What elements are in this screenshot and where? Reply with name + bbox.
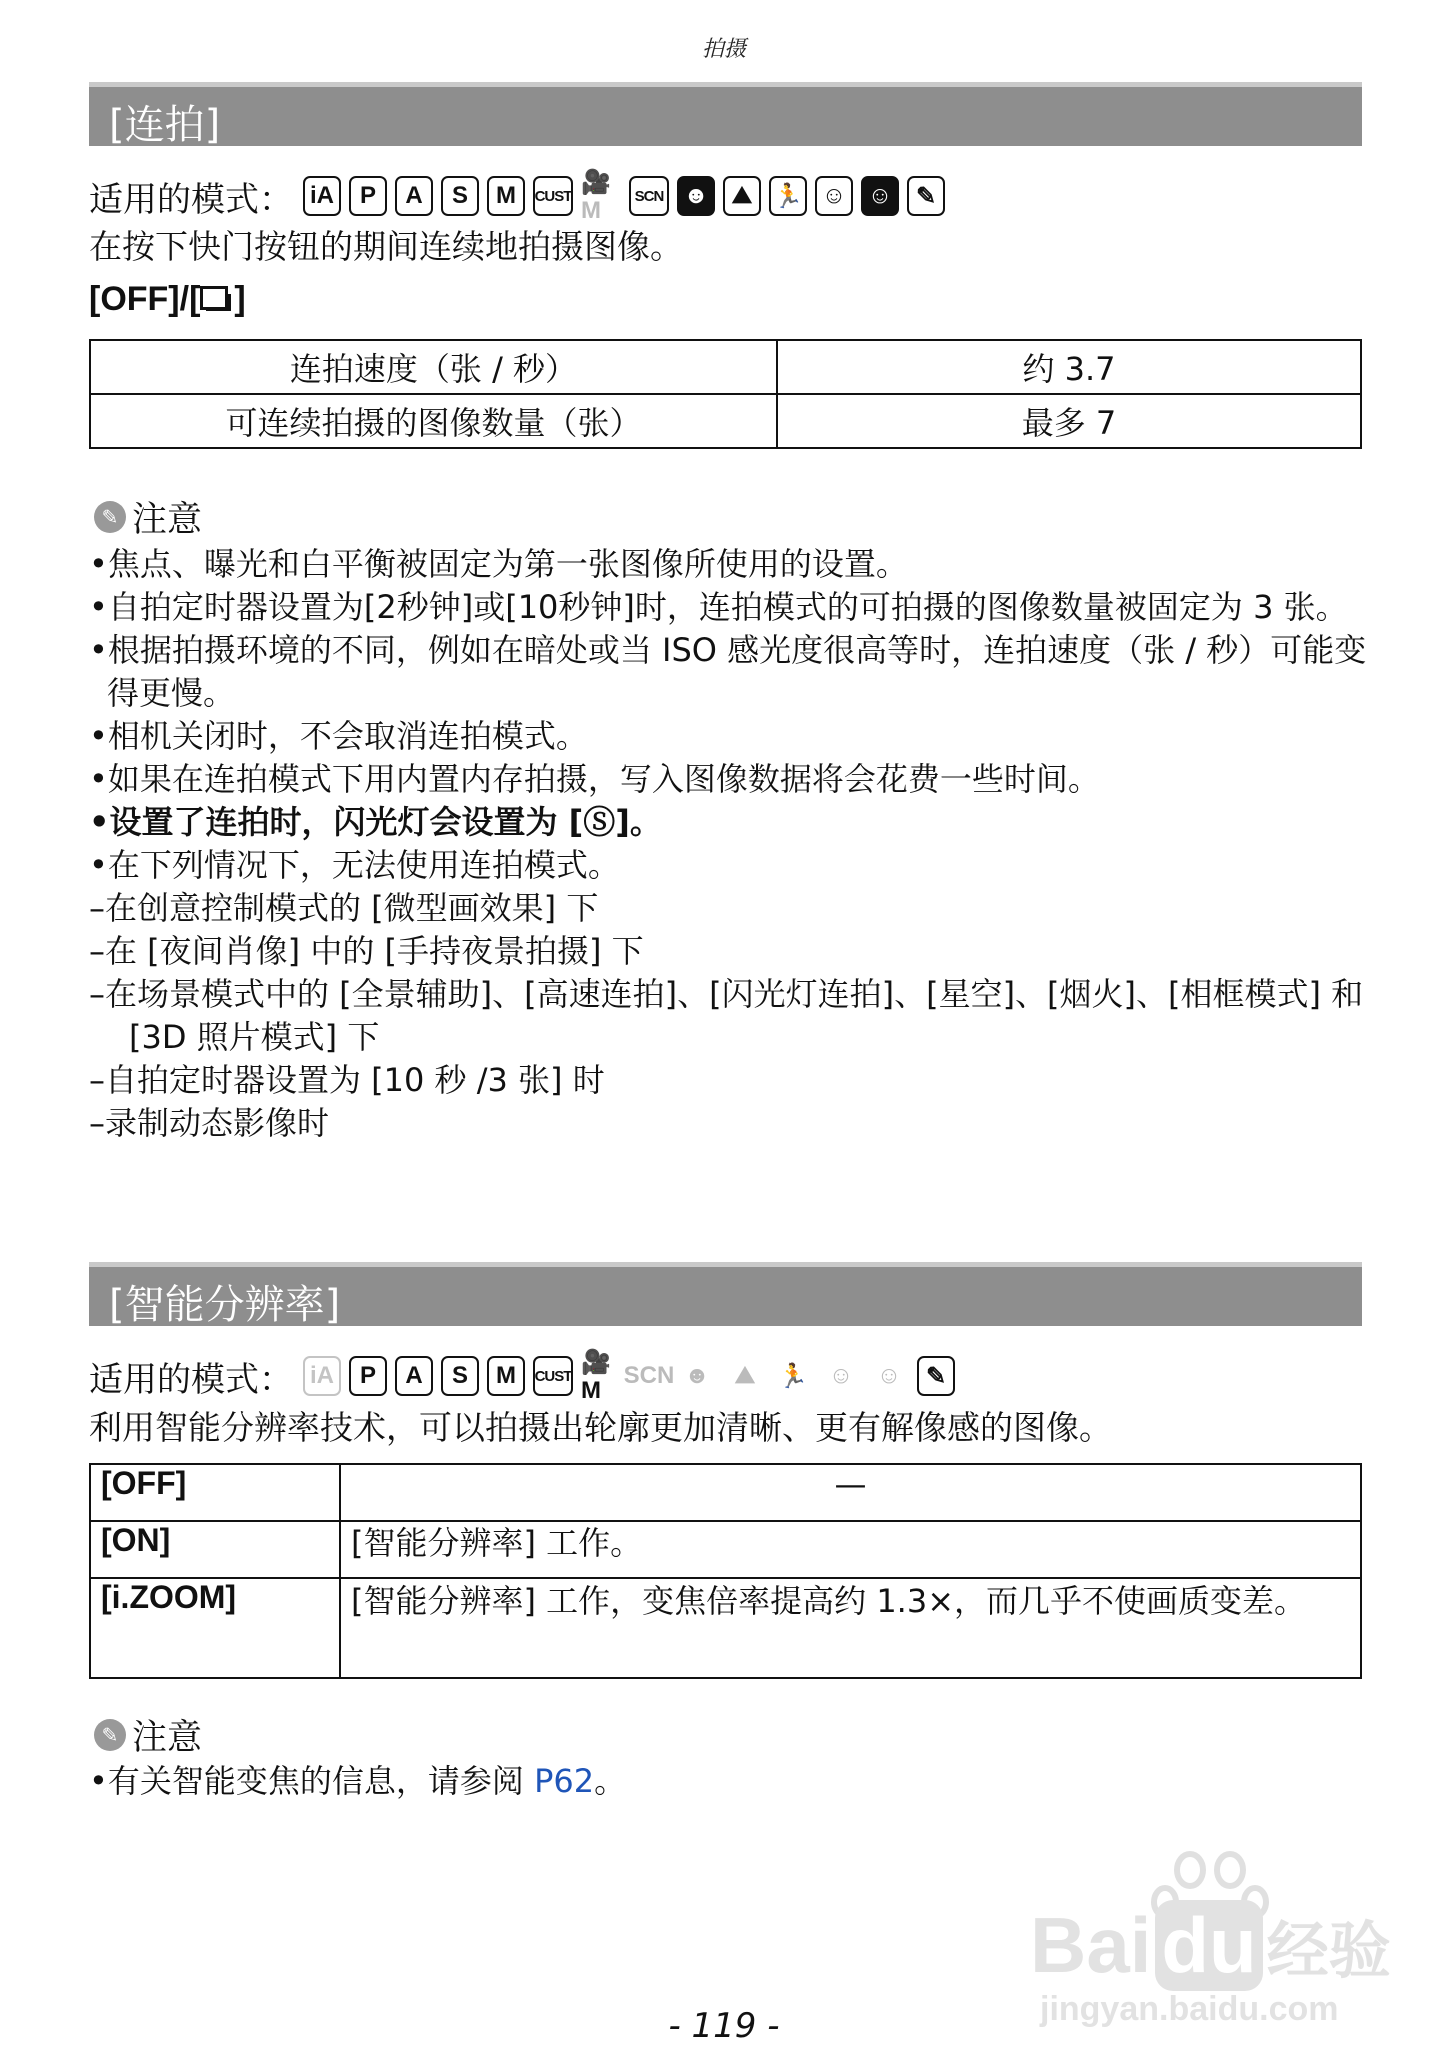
- portrait-scene-icon: ☻: [677, 1356, 717, 1396]
- note-title: 注意: [132, 500, 203, 540]
- modes-label: 适用的模式：: [89, 1359, 293, 1400]
- table-cell-label: [OFF]: [90, 1464, 340, 1521]
- table-cell-value: [智能分辨率] 工作。: [340, 1521, 1361, 1578]
- shutter-mode-icon: S: [441, 1356, 479, 1396]
- scene-mode-icon: SCN: [629, 176, 669, 216]
- table-cell-label: [ON]: [90, 1521, 340, 1578]
- note-title: 注意: [132, 1718, 203, 1758]
- food-scene-icon: ☺: [861, 176, 899, 216]
- night-portrait-scene-icon: ☺: [815, 176, 853, 216]
- note-list: [89, 543, 1369, 1145]
- pencil-icon: ✎: [94, 1719, 126, 1751]
- scene-mode-icon: SCN: [629, 1356, 669, 1396]
- sports-scene-icon: 🏃: [769, 176, 807, 216]
- landscape-scene-icon: ⛰: [723, 176, 761, 216]
- applicable-modes-row: [89, 168, 953, 224]
- creative-video-mode-icon: 🎥M: [581, 176, 621, 216]
- settings-text: [OFF]/[: [89, 280, 201, 318]
- note-list: [89, 1760, 1369, 1803]
- table-cell-label: 连拍速度（张 / 秒）: [90, 340, 777, 394]
- applicable-modes-row: [89, 1348, 963, 1404]
- sports-scene-icon: 🏃: [773, 1356, 813, 1396]
- watermark-logo: Bai du 经验: [1030, 1901, 1391, 1989]
- resolution-settings-table: [89, 1463, 1362, 1679]
- table-cell-value: —: [340, 1464, 1361, 1521]
- table-cell-value: 约 3.7: [777, 340, 1361, 394]
- section-title: [智能分辨率]: [109, 1282, 341, 1328]
- landscape-scene-icon: ⛰: [725, 1356, 765, 1396]
- table-cell-value: 最多 7: [777, 394, 1361, 448]
- page-link[interactable]: P62: [534, 1762, 595, 1800]
- note-item: –在场景模式中的 [全景辅助]、[高速连拍]、[闪光灯连拍]、[星空]、[烟火]、[相框模式] 和 [3D 照片模式] 下: [89, 975, 1364, 1056]
- note-item: •有关智能变焦的信息，请参阅 P62。: [89, 1762, 627, 1800]
- creative-control-icon: ✎: [917, 1356, 955, 1396]
- section-description: 在按下快门按钮的期间连续地拍摄图像。: [89, 227, 683, 266]
- settings-options: [89, 280, 246, 319]
- manual-mode-icon: M: [487, 176, 525, 216]
- page-number: - 119 -: [668, 2006, 780, 2046]
- note-item: •根据拍摄环境的不同，例如在暗处或当 ISO 感光度很高等时，连拍速度（张 / 秒）可能变得更慢。: [89, 631, 1367, 712]
- settings-text-end: ]: [234, 280, 246, 318]
- note-item: –在 [夜间肖像] 中的 [手持夜景拍摄] 下: [89, 932, 644, 970]
- burst-spec-table: [89, 339, 1362, 449]
- section-title: [连拍]: [109, 102, 221, 148]
- custom-mode-icon: CUST: [533, 1356, 573, 1396]
- aperture-mode-icon: A: [395, 1356, 433, 1396]
- portrait-scene-icon: ☻: [677, 176, 715, 216]
- running-header: 拍摄: [701, 37, 746, 62]
- section-description: 利用智能分辨率技术，可以拍摄出轮廓更加清晰、更有解像感的图像。: [89, 1408, 1112, 1447]
- note-item: –在创意控制模式的 [微型画效果] 下: [89, 889, 599, 927]
- creative-control-icon: ✎: [907, 176, 945, 216]
- night-portrait-scene-icon: ☺: [821, 1356, 861, 1396]
- note-item: –录制动态影像时: [89, 1104, 330, 1142]
- intelligent-auto-icon: iA: [303, 1356, 341, 1396]
- note-item: •焦点、曝光和白平衡被固定为第一张图像所使用的设置。: [89, 545, 908, 583]
- custom-mode-icon: CUST: [533, 176, 573, 216]
- intelligent-auto-icon: iA: [303, 176, 341, 216]
- note-item: •在下列情况下，无法使用连拍模式。: [89, 846, 620, 884]
- aperture-mode-icon: A: [395, 176, 433, 216]
- note-item: •相机关闭时，不会取消连拍模式。: [89, 717, 588, 755]
- program-mode-icon: P: [349, 176, 387, 216]
- creative-video-mode-icon: 🎥M: [581, 1356, 621, 1396]
- section-title-bar: [89, 82, 1362, 146]
- shutter-mode-icon: S: [441, 176, 479, 216]
- program-mode-icon: P: [349, 1356, 387, 1396]
- note-item: •自拍定时器设置为[2秒钟]或[10秒钟]时，连拍模式的可拍摄的图像数量被固定为 3 张。: [89, 588, 1348, 626]
- manual-mode-icon: M: [487, 1356, 525, 1396]
- table-cell-label: 可连续拍摄的图像数量（张）: [90, 394, 777, 448]
- food-scene-icon: ☺: [869, 1356, 909, 1396]
- burst-icon: [200, 286, 234, 312]
- note-heading: [94, 492, 202, 542]
- watermark-url: jingyan.baidu.com: [1040, 1990, 1339, 2028]
- table-cell-label: [i.ZOOM]: [90, 1578, 340, 1678]
- note-item: •如果在连拍模式下用内置内存拍摄，写入图像数据将会花费一些时间。: [89, 760, 1100, 798]
- pencil-icon: ✎: [94, 501, 126, 533]
- note-item: •设置了连拍时，闪光灯会设置为 [Ⓢ]。: [89, 803, 662, 841]
- note-item: –自拍定时器设置为 [10 秒 /3 张] 时: [89, 1061, 605, 1099]
- section-title-bar: [89, 1262, 1362, 1326]
- modes-label: 适用的模式：: [89, 179, 293, 220]
- table-cell-value: [智能分辨率] 工作，变焦倍率提高约 1.3×，而几乎不使画质变差。: [340, 1578, 1361, 1678]
- note-heading: [94, 1710, 202, 1760]
